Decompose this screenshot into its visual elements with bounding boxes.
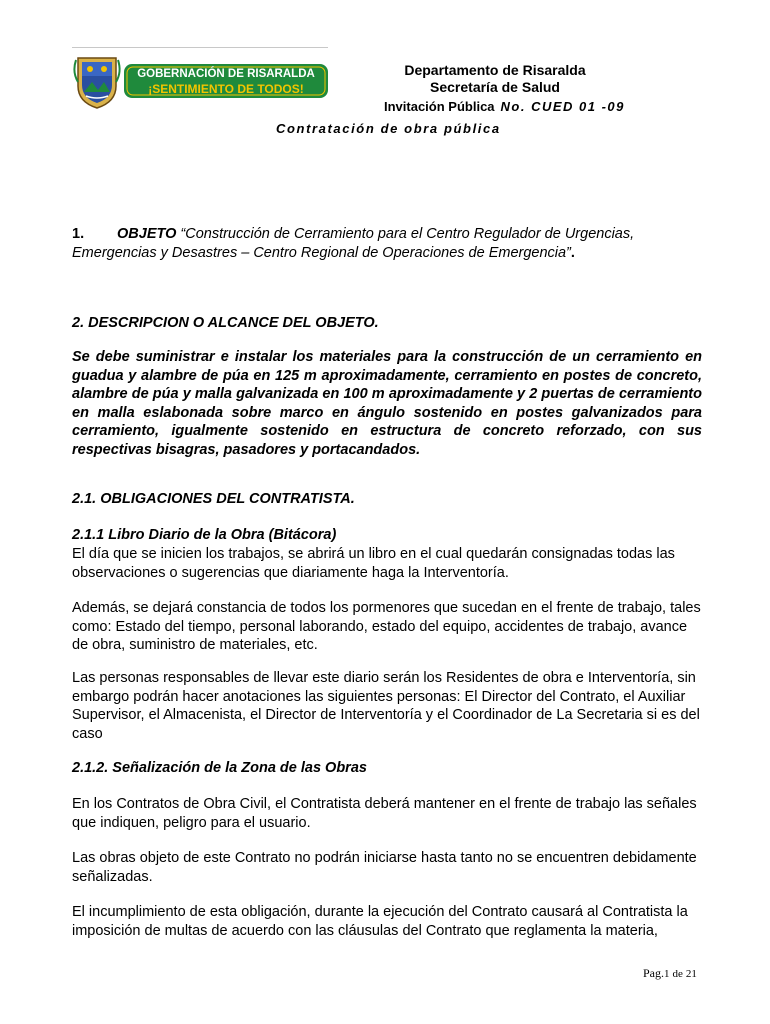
page-of: de: [672, 968, 683, 980]
secretariat-title: Secretaría de Salud: [430, 79, 560, 95]
header-block: [360, 62, 630, 96]
section-2-1-1-title: 2.1.1 Libro Diario de la Obra (Bitácora): [72, 527, 337, 543]
section-2-1-2-paragraph-1: En los Contratos de Obra Civil, el Contratista deberá mantener en el frente de trabajo las señales que indiquen, peligro para el usuario.: [72, 796, 697, 831]
logo-line-2: ¡SENTIMIENTO DE TODOS!: [148, 82, 304, 96]
section-1-line-2: [72, 244, 702, 263]
page-current: 1: [664, 968, 670, 980]
section-2-1-2-paragraph-3: El incumplimiento de esta obligación, durante la ejecución del Contrato causará al Contratista la imposición de multas de acuerdo con las cláusulas del Contrato que reglamenta la materia,: [72, 904, 688, 939]
section-2-1-1-paragraph-1: El día que se inicien los trabajos, se abrirá un libro en el cual quedarán consignadas todas las observaciones o sugerencias que diariamente haga la Interventoría.: [72, 546, 675, 581]
contract-type: Contratación de obra pública: [276, 121, 501, 136]
section-1-text-1: “Construcción de Cerramiento para el Centro Regulador de Urgencias,: [180, 226, 635, 242]
section-1-text-end: .: [570, 244, 575, 261]
section-2-1-1-paragraph-2: Además, se dejará constancia de todos los pormenores que sucedan en el frente de trabajo, tales como: Estado del tiempo, personal laborando, estado del equipo, accidentes de trabajo, avance de obra, suministro de materiales, etc.: [72, 600, 701, 653]
section-2-title: 2. DESCRIPCION O ALCANCE DEL OBJETO.: [72, 315, 379, 331]
section-1-number: 1.: [72, 226, 85, 242]
invitation-line: [384, 99, 625, 114]
department-title: Departamento de Risaralda: [404, 62, 586, 78]
section-1-title: OBJETO: [117, 226, 177, 242]
section-2-1-title: 2.1. OBLIGACIONES DEL CONTRATISTA.: [72, 491, 355, 507]
section-1: [72, 225, 702, 262]
header-rule: [72, 47, 328, 48]
page-total: 21: [685, 968, 697, 980]
section-2-1-2-title: 2.1.2. Señalización de la Zona de las Obras: [72, 760, 367, 776]
invitation-number: No. CUED 01 -09: [500, 99, 625, 114]
section-2-body: Se debe suministrar e instalar los materiales para la construcción de un cerramiento en guadua y alambre de púa en 125 m aproximadamente, cerramiento en postes de concreto, alambre de púa y malla galvanizada en 100 m aproximadamente y 2 puertas de cerramiento en malla eslabonada sobre marco en ángulo sostenido en postes galvanizados para cerramiento, igualmente sostenido en estructura de concreto reforzado, con sus respectivas bisagras, pasadores y portacandados.: [72, 349, 702, 458]
section-1-line-1: [72, 225, 702, 244]
page-prefix: Pag.: [643, 966, 664, 980]
section-1-text-2: Emergencias y Desastres – Centro Regional de Operaciones de Emergencia”: [72, 244, 571, 261]
section-2-1-1-paragraph-3: Las personas responsables de llevar este diario serán los Residentes de obra e Interventoría, sin embargo podrán hacer anotaciones las siguientes personas: El Director del Contrato, el Auxiliar Supervisor, el Almacenista, el Director de Interventoría y el Coordinador de La Secretaria si es del caso: [72, 670, 700, 742]
invitation-label: Invitación Pública: [384, 99, 495, 114]
logo-line-1: GOBERNACIÓN DE RISARALDA: [137, 68, 315, 80]
section-2-1-2-paragraph-2: Las obras objeto de este Contrato no podrán iniciarse hasta tanto no se encuentren debidamente señalizadas.: [72, 850, 697, 885]
page-number: [643, 966, 697, 981]
logo-banner-text: [124, 64, 328, 98]
